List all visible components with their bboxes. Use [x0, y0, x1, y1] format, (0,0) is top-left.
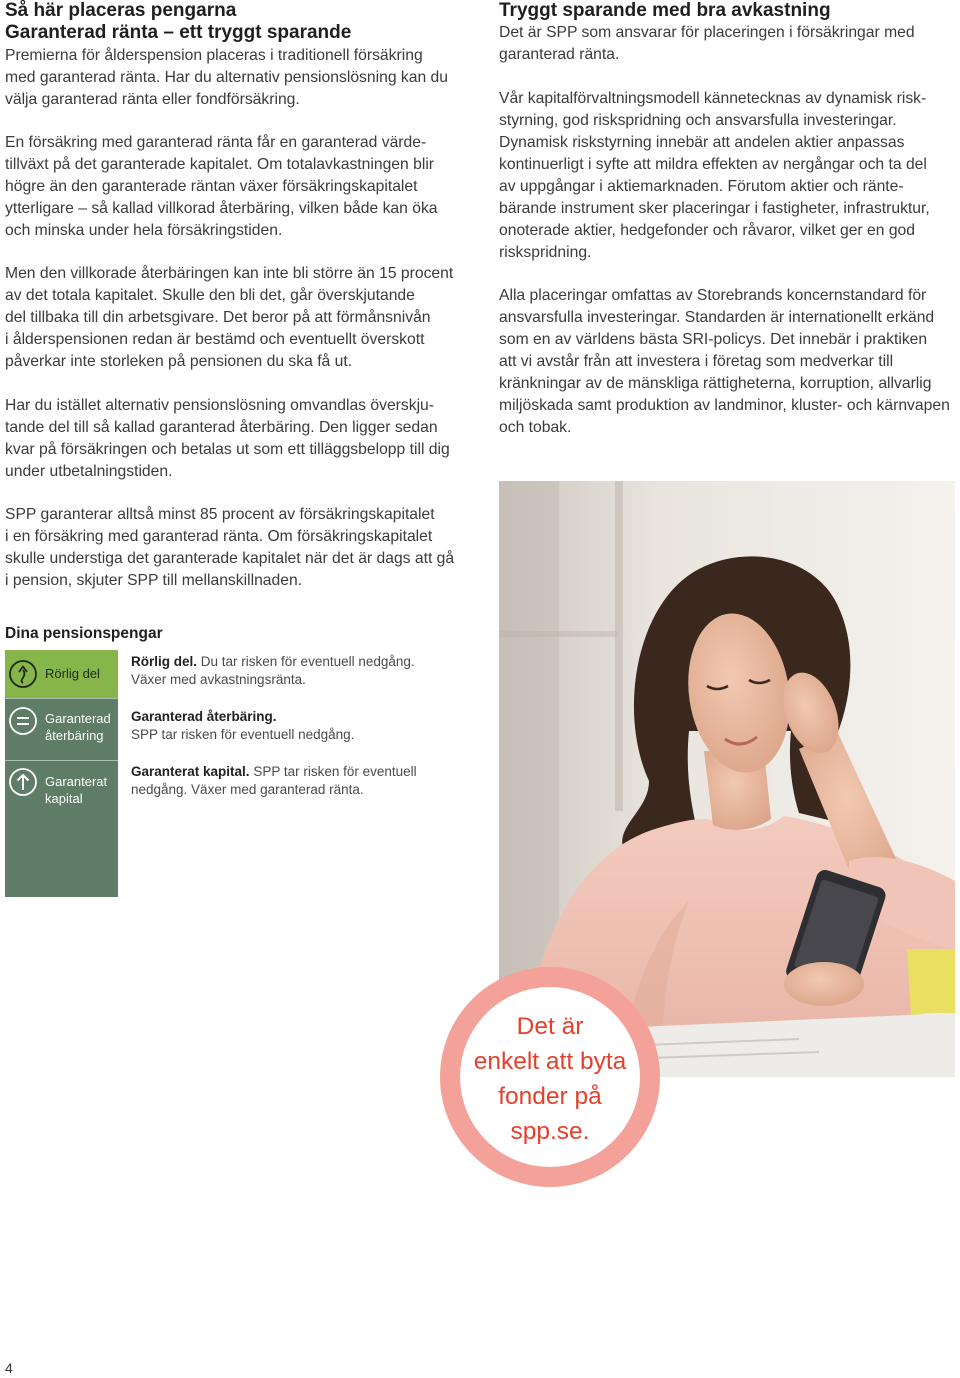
paragraph-asset-management: [499, 88, 930, 264]
text-line: bärande instrument sker placeringar i fastigheter, infrastruktur,: [499, 200, 930, 217]
label-line: kapital: [45, 791, 83, 806]
text-line: kränkningar av de mänskliga rättigheterna, korruption, allvarlig: [499, 375, 932, 392]
text-line: miljöskada samt produktion av landminor, kluster- och kärnvapen: [499, 397, 950, 414]
hand-holding-phone: [784, 962, 864, 1006]
coffee-cup: [907, 949, 955, 1016]
text-line: och tobak.: [499, 419, 572, 436]
text-line: Men den villkorade återbäringen kan inte bli större än 15 procent: [5, 265, 454, 282]
text-line: i ålderspensionen redan är bestämd och eventuellt överskott: [5, 331, 425, 348]
description-line: [131, 708, 354, 726]
text-line: Det är SPP som ansvarar för placeringen i försäkringar med: [499, 24, 915, 41]
section-subtitle: Garanterad ränta – ett tryggt sparande: [5, 22, 352, 43]
text-line: som en av världens bästa SRI-policys. Det innebär i praktiken: [499, 331, 928, 348]
description-text: Du tar risken för eventuell nedgång.: [200, 654, 415, 669]
text-line: påverkar inte storleken på pensionen du ska få ut.: [5, 353, 353, 370]
paragraph-spp-responsibility: [499, 22, 915, 66]
description-line: Växer med avkastningsränta.: [131, 672, 306, 687]
equals-circle-icon: [8, 706, 38, 736]
level-variable-part: [5, 650, 118, 698]
text-line: SPP garanterar alltså minst 85 procent av försäkringskapitalet: [5, 506, 435, 523]
description-term: Garanterat kapital.: [131, 764, 250, 779]
description-line: SPP tar risken för eventuell nedgång.: [131, 727, 355, 742]
text-line: tande del till så kallad garanterad återbäring. Den ligger sedan: [5, 419, 438, 436]
label-line: återbäring: [45, 728, 104, 743]
window-frame: [615, 481, 623, 811]
level-label: [45, 710, 111, 744]
description-line: [131, 763, 417, 781]
level-guaranteed-capital: [5, 760, 118, 897]
text-line: onoterade aktier, hedgefonder och råvaror, vilket ger en god: [499, 222, 915, 239]
level-guaranteed-bonus: [5, 698, 118, 760]
description-guaranteed-capital: [131, 763, 417, 799]
description-term: Rörlig del.: [131, 654, 198, 669]
text-line: välja garanterad ränta eller fondförsäkring.: [5, 91, 300, 108]
promo-line: fonder på: [498, 1083, 602, 1110]
page-title: Så här placeras pengarna: [5, 0, 237, 21]
paragraph-premiums: [5, 45, 448, 111]
text-line: Dynamisk riskstyrning innebär att andelen aktier anpassas: [499, 134, 905, 151]
right-heading: [499, 0, 831, 22]
text-line: kvar på försäkringen och betalas ut som ett tilläggsbelopp till dig: [5, 441, 450, 458]
promo-line: enkelt att byta: [473, 1048, 627, 1075]
text-line: styrning, god riskspridning och ansvarsfulla investeringar.: [499, 112, 897, 129]
text-line: En försäkring med garanterad ränta får en garanterad värde-: [5, 134, 427, 151]
text-line: skulle understiga det garanterade kapitalet när det är dags att gå: [5, 550, 455, 567]
text-line: kontinuerligt i syfte att mildra effekten av nergångar och ta del: [499, 156, 927, 173]
paragraph-spp-guarantee: [5, 504, 454, 592]
text-line: riskspridning.: [499, 244, 592, 261]
pension-levels-box: [5, 650, 118, 897]
paragraph-alternative-solution: [5, 395, 450, 483]
paragraph-guaranteed-growth: [5, 132, 438, 242]
text-line: ansvarsfulla investeringar. Standarden är internationellt erkänd: [499, 309, 935, 326]
text-line: under utbetalningstiden.: [5, 463, 173, 480]
text-line: Vår kapitalförvaltningsmodell kännetecknas av dynamisk risk-: [499, 90, 927, 107]
pension-money-title: Dina pensionspengar: [5, 625, 163, 642]
left-heading: [5, 0, 351, 44]
text-line: i pension, skjuter SPP till mellanskillnaden.: [5, 572, 303, 589]
description-variable-part: [131, 653, 415, 689]
description-term: Garanterad återbäring.: [131, 709, 277, 724]
text-line: högre än den garanterade räntan växer försäkringskapitalet: [5, 178, 418, 195]
text-line: i en försäkring med garanterad ränta. Om försäkringskapitalet: [5, 528, 433, 545]
section-title: Tryggt sparande med bra avkastning: [499, 0, 831, 21]
label-line: Garanterad: [45, 711, 111, 726]
icon-wave: [22, 670, 25, 683]
level-label: Rörlig del: [45, 666, 100, 681]
text-line: med garanterad ränta. Har du alternativ pensionslösning kan du: [5, 69, 449, 86]
page-number: 4: [5, 1360, 13, 1376]
text-line: del tillbaka till din arbetsgivare. Det beror på att förmånsnivån: [5, 309, 431, 326]
description-guaranteed-bonus: [131, 708, 354, 744]
label-line: Garanterat: [45, 774, 108, 789]
text-line: Har du istället alternativ pensionslösning omvandlas överskju-: [5, 397, 435, 414]
text-line: Premierna för ålderspension placeras i traditionell försäkring: [5, 47, 423, 64]
text-line: av det totala kapitalet. Skulle den bli det, går överskjutande: [5, 287, 415, 304]
text-line: att vi avstår från att investera i företag som medverkar till: [499, 353, 894, 370]
promo-text: [440, 1009, 660, 1149]
text-line: av uppgångar i aktiemarknaden. Förutom aktier och ränte-: [499, 178, 904, 195]
icon-ring: [10, 708, 36, 734]
text-line: garanterad ränta.: [499, 46, 620, 63]
description-line: nedgång. Växer med garanterad ränta.: [131, 782, 364, 797]
description-line: [131, 653, 415, 671]
text-line: ytterligare – så kallad villkorad återbäring, vilken både kan öka: [5, 200, 438, 217]
text-line: Alla placeringar omfattas av Storebrands koncernstandard för: [499, 287, 927, 304]
paragraph-responsible-investment: [499, 285, 950, 439]
level-label: [45, 773, 107, 807]
description-text: SPP tar risken för eventuell: [253, 764, 417, 779]
promo-line: spp.se.: [510, 1118, 590, 1145]
promo-line: Det är: [516, 1013, 584, 1040]
icon-ring: [10, 661, 36, 687]
text-line: tillväxt på det garanterade kapitalet. Om totalavkastningen blir: [5, 156, 435, 173]
variable-return-arrow-icon: [8, 659, 38, 689]
paragraph-conditional-bonus: [5, 263, 453, 373]
text-line: och minska under hela försäkringstiden.: [5, 222, 283, 239]
up-arrow-circle-icon: [8, 767, 38, 797]
